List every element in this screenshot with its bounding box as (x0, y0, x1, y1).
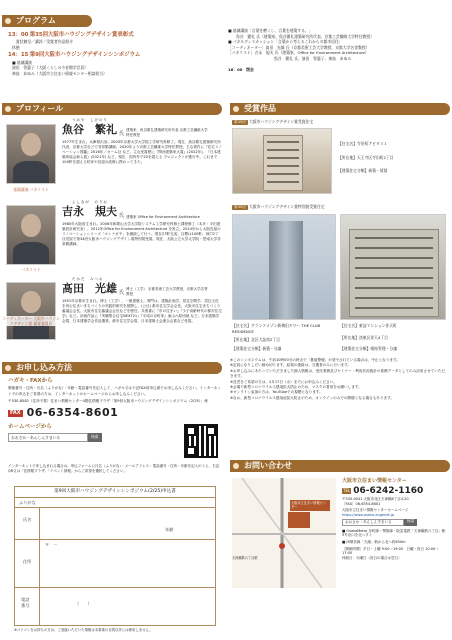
award-2-info-a (232, 323, 336, 351)
opening-hours: ［開館時間］平日・土曜 9:00〜19:00 日曜・祝日 10:00〜17:00 (342, 546, 439, 556)
award-2-location: 【所在地】北区大淀南2丁目 (232, 337, 280, 342)
profile-yoshinaga (62, 200, 222, 248)
award-header: 受賞作品 (230, 103, 450, 115)
event-2-detail-b: 演田 智惠子（大阪くらしの今昔館学芸員） (12, 65, 88, 71)
profile-suffix: 氏 (119, 289, 125, 296)
panel-panelist-2: 魚谷 繁礼 氏、演田 智惠子、神鳥 あゆみ (274, 55, 352, 61)
note-6: ※オンライン参加の方は、YouTubeでの視聴となります。 (230, 390, 323, 395)
fax-label: FAX (10, 410, 21, 417)
application-form (14, 486, 216, 626)
profile-bio: 1980年大阪府生まれ。2006年和歌山大学大学院システム工学研究科修士課程修了（本多・平田建築設計研究室）。2012年Office for Environment Architecture を設立。2014年から大阪長屋のリノベーションシリーズ「ヨシナガヤ」を継続して行う。現在27軒完成。目標は100軒。神戸2丁目長屋で第34回大阪市ハウジングデザイン賞特別賞受賞。現在、大阪公立大学大学院・摂南大学非常勤講師。 (62, 221, 221, 247)
note-5: ※会場で新型コロナウイルス感染拡大防止のため、マスクの着用をお願いします。 (230, 384, 362, 389)
award-2-name: 【住宅名】グランドメゾン新梅田タワー THE CLUB RESIDENCE (232, 323, 321, 334)
profile-ruby: よしなが のりお (72, 200, 108, 204)
form-label-zip: 〒 － (45, 542, 58, 547)
panel-coordinator: ［コーディネーター］髙田 光雄 氏（京都美術工芸大学教授、京都大学名誉教授） (228, 44, 370, 50)
directions-2: ■ JR環状線「天満」駅から北へ約650m (342, 540, 406, 545)
award-label: 大阪市ハウジングデザイン賞特別賞受賞住宅 (249, 204, 325, 209)
profile-ruby: うおや しげのり (72, 118, 108, 122)
note-2: ※定員になりしだい締め切ります。結果の連絡は、当選者のみに行います。 (230, 363, 352, 368)
profile-bio: 1977年生まれ。兵庫県出身。2003年京都大学大学院工学研究科修了。現在、魚谷繁礼建築研究所代表、京都大学などで非常勤講師。2020年より京都工芸繊維大学特任教授。主な著作に『住宅リノベーション図鑑』2016年／オーム社 など。主な受賞歴に『関西建築家大賞』(2022年)、『日本建築家協会新人賞』(2021年) など。現在、国内外で20を超える プロジェクトが進行中。これまで100軒を超える町家や長屋の改修に携わってきた。 (62, 139, 222, 165)
program-right (228, 28, 446, 73)
award-1-type: 【建築住宅分類】新築・賃貸 (338, 168, 388, 173)
award-3-type: 【建築住宅分類】維持管理・分譲 (340, 346, 397, 351)
profile-caption-yoshinaga: パネリスト (21, 267, 41, 272)
award-badge: 第35回 (234, 205, 246, 209)
qr-code[interactable] (184, 424, 218, 458)
profile-name: 魚谷 繁礼 (62, 122, 117, 136)
form-label-name: 氏名 (23, 517, 32, 522)
contact-search-input[interactable]: おおさか・あんしんすまいる (342, 519, 404, 526)
profile-caption-takada: コーディネーター 大阪市ハウジングデザイン賞 審査委員長 (2, 316, 60, 327)
note-7: ※なお、新型コロナウイルス感染症拡大防止のため、オンラインのみでの開催となる場合もあります。 (230, 395, 394, 400)
note-1: ※このシンポジウムは、午前10時00分の時点で「暴風警報」が発令されている場合は、中止となります。 (230, 358, 400, 362)
fax-number: 06-6354-8601 (26, 406, 119, 420)
form-title: 第9回大阪市ハウジングデザインシンポジウム(2/25)申込書 (15, 487, 215, 498)
panel-panelist: ［パネリスト］吉永 規夫 氏（建築家、Office for Environment Architecture） (228, 50, 369, 55)
contact-search-button[interactable]: 検索 (404, 519, 417, 526)
form-tel-parens: （ ） (75, 601, 92, 606)
keynote-speaker: 角谷 繁礼 氏（建築家、魚谷繁礼建築研究所代表、京都工芸繊維大学特任教授） (236, 33, 374, 39)
program-header: プログラム (2, 15, 92, 27)
panel-title: ■ パネルディスカッション「言葉から考えるこれからの都市居住」 (228, 39, 343, 44)
profile-role: 建築家、魚谷繁礼建築研究所代表 京都工芸繊維大学特任教授 (126, 128, 208, 137)
form-label-address: 住所 (23, 559, 32, 564)
access-map (232, 478, 336, 588)
award-2-photo-a (232, 214, 336, 320)
award-1-name: 【住宅名】寺田町アビタス１ (338, 141, 388, 146)
award-2-title (232, 204, 446, 210)
profile-photo-uoya (6, 124, 56, 184)
form-label-tel: 電話番号 (21, 597, 30, 608)
award-2-type: 【建築住宅分類】新築・分譲 (232, 345, 282, 351)
profile-photo-yoshinaga (6, 205, 56, 265)
map-station-label: 天神橋筋六丁目駅 (232, 556, 258, 560)
award-label: 大阪市ハウジングデザイン賞受賞住宅 (249, 119, 314, 124)
closed-days: 休館日：火曜日（祝日の場合は翌日） (342, 556, 402, 561)
profile-caption-uoya: 基調講演 パネリスト (13, 187, 49, 192)
event-1-title: 第35回大阪市ハウジングデザイン賞表彰式 (29, 32, 134, 38)
notes (230, 358, 446, 401)
award-1-photo (232, 128, 332, 194)
profile-name: 髙田 光雄 (62, 281, 117, 295)
profile-bio: 1951年京都市生まれ。博士（工学）、一級建築士。専門は、建築計画学、居住空間学、居住文化を育む住まいまちづくりの実践的研究を展開し、(公社) 都市住宅学会会長、大阪市住宅まちづくり審議会会長、大阪市住宅審議会会長などを歴任。共著書に『市の住まい』『少子高齢時代の都市住宅学』など。計画作品に『実験集合住宅NEXT21』『平成の京町家』東山六原団地 など。日本建築学会賞、日本建築学会作品選奨、都市住宅学会賞、日本建築士会連合会賞など受賞。 (62, 298, 222, 324)
apply-header: お申し込み方法 (2, 362, 222, 374)
note-3: ※お申し込みにあたっていただきました個人情報は、受付業務及びセミナー・利用状況統計の基礎データとしてのみ活用させていただきます。 (230, 368, 446, 379)
form-label-kana: ふりがな (19, 500, 36, 505)
time-2: 14：15 (8, 52, 29, 59)
contact-url[interactable]: https://www.osaka-angenet.jp (342, 513, 395, 518)
apply-web-text: インターネットで申し込まれる場合は、申込フォームに氏名（ふりがな）・メールアドレス・電話番号・住所・年齢を記入のうえ、右記QR又は「住情報プラザ」「イベント情報」からご希望を選択してください。 (8, 464, 220, 474)
award-3-location: 【所在地】淡東区伴天4丁目 (340, 334, 388, 340)
award-2-photo-b (340, 214, 446, 320)
event-2-detail-c: 神鳥 あゆみ（大阪市立住まい情報センター相談担当） (12, 70, 107, 76)
contact-org: 大阪市立住まい情報センター (342, 478, 407, 484)
contact-web-label: 大阪市立住まい情報センターホームページ (342, 508, 409, 513)
program-left (8, 32, 223, 76)
award-2-info-b (340, 323, 446, 352)
award-badge: 第35回 (234, 120, 246, 124)
event-2-title: 第9回大阪市ハウジングデザインシンポジウム (29, 52, 141, 59)
profile-takada (62, 277, 222, 325)
award-1-location: 【所在地】天王寺区寺田町2丁目 (338, 154, 394, 160)
profile-suffix: 氏 (119, 212, 125, 219)
contact-address: 〒530-0041 大阪市北区天神橋6丁目4-20 (342, 496, 409, 501)
form-label-age: 年齢 (165, 527, 174, 532)
map-building-label: 大阪市立住まい情報センター (290, 500, 330, 511)
event-2-detail-a: ■ 基調講演 (12, 59, 32, 65)
closing-time: 16：00 閉会 (228, 67, 254, 72)
award-1-info (338, 141, 446, 174)
directions-1: ■ OsakaMetro 谷町線・堺筋線・阪急電鉄「天神橋筋六丁目」駅3号出口を北へすぐ (342, 528, 446, 538)
profile-photo-takada (6, 282, 56, 340)
apply-address: 〒530-8582（住所不要）住まい情報センター4階住情報プラザ「第9回大阪市ハウジングデザインシンポジウム（2/25）」係 (8, 398, 208, 403)
apply-web-heading: ホームページから (8, 423, 52, 430)
apply-fax-text: 郵便番号・住所・氏名（ふりがな）・年齢・電話番号を記入して、ハガキ又は下記FAX用申込書でお申し込みください。インターネットでの申込をご希望の方は、インターネットのホームページからお申し込みください。 (8, 386, 221, 396)
award-1-title (232, 119, 446, 125)
note-4: ※託児をご希望の方は、2月17日（水）までにお申込みください。 (230, 379, 337, 384)
form-note: ※パソコンをお持ちの方は、ご登録いただいた情報は本事業の目的以外には使用しません。 (14, 628, 153, 632)
search-button[interactable]: 検索 (88, 433, 102, 442)
event-1-detail: 賞状贈呈／講評／受賞者作品紹介 (16, 39, 73, 45)
profile-name: 吉永 規夫 (62, 204, 117, 218)
keynote-title: ■ 基調講演「言葉を磨くし、言葉を建築する。」 (228, 28, 313, 33)
tel-number: 06-6242-1160 (353, 485, 424, 496)
tel-label: TEL (343, 488, 351, 494)
contact-fax: ［FAX］06-6354-8601 (342, 501, 381, 506)
profile-suffix: 氏 (119, 130, 125, 137)
profile-header: プロフィール (2, 103, 222, 115)
profile-uoya (62, 118, 222, 166)
time-1: 13：00 (8, 32, 29, 38)
contact-info (342, 478, 446, 561)
profile-ruby: たかだ みつお (72, 277, 104, 281)
profile-role: 建築家 Office for Environment Architecture (126, 214, 200, 219)
break-label: 休憩 (12, 44, 20, 50)
search-input[interactable]: おおさか・あんしんすまいる (8, 433, 88, 442)
award-3-name: 【住宅名】東淀マンション伴天町 (340, 323, 397, 328)
apply-fax-heading: ハガキ・FAXから (8, 378, 53, 384)
profile-role: 博士（工学） 京都美術工芸大学教授、京都大学名誉教授 (126, 287, 208, 296)
contact-header: お問い合わせ (230, 460, 450, 472)
